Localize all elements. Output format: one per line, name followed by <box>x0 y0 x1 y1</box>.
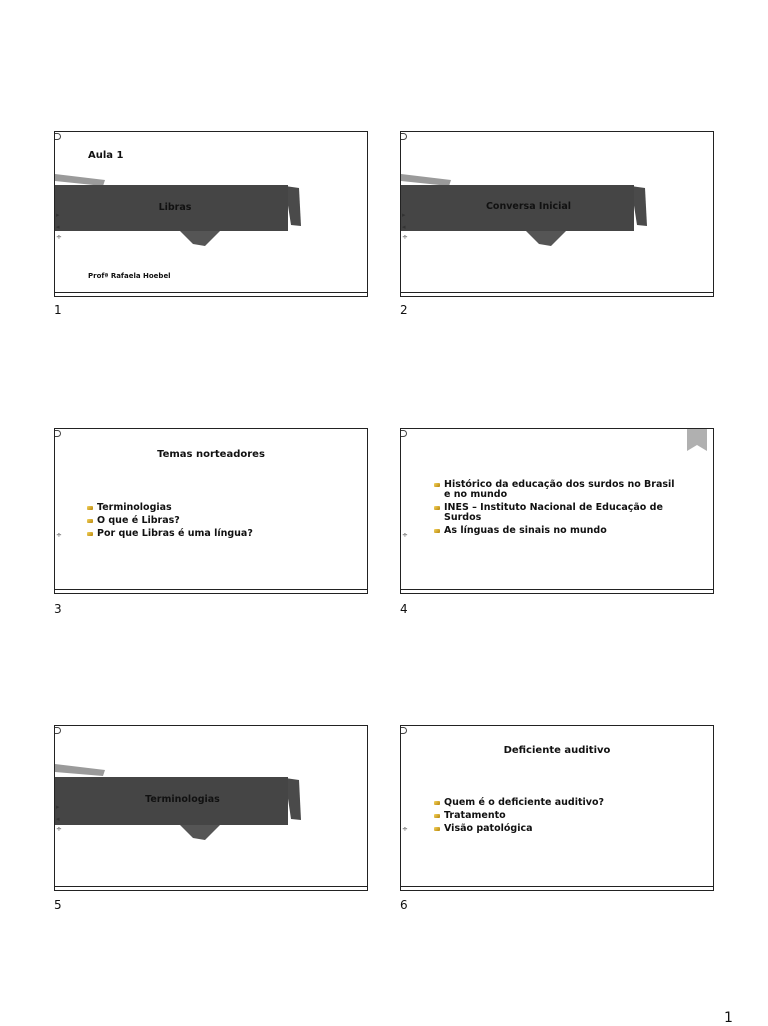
slide-2 <box>400 131 714 297</box>
corner-mark <box>55 133 61 140</box>
nav-glyph: ▸ <box>56 211 60 219</box>
list-item: O que é Libras? <box>87 516 253 526</box>
slide-baseline <box>55 292 367 293</box>
corner-mark <box>401 430 407 437</box>
slide-baseline <box>401 292 713 293</box>
nav-glyph: ÷ <box>56 825 62 833</box>
band-title: Terminologias <box>145 794 220 805</box>
corner-mark <box>401 133 407 140</box>
bookmark-icon <box>687 429 707 451</box>
list-item: Visão patológica <box>434 824 604 834</box>
bullet-list <box>434 798 604 837</box>
slide-3 <box>54 428 368 594</box>
list-item: Tratamento <box>434 811 604 821</box>
bullet-icon <box>434 814 440 818</box>
list-item: Por que Libras é uma língua? <box>87 529 253 539</box>
list-item: Quem é o deficiente auditivo? <box>434 798 604 808</box>
slide-5 <box>54 725 368 891</box>
nav-glyph: ÷ <box>56 233 62 241</box>
lesson-label: Aula 1 <box>88 150 124 161</box>
bullet-icon <box>87 532 93 536</box>
slide-baseline <box>401 886 713 887</box>
list-item: As línguas de sinais no mundo <box>434 526 684 536</box>
nav-glyph: ÷ <box>402 233 408 241</box>
author-name: Profª Rafaela Hoebel <box>88 272 171 280</box>
bullet-icon <box>87 519 93 523</box>
list-item: INES – Instituto Nacional de Educação de Surdos <box>434 503 684 523</box>
slide-number: 2 <box>400 303 408 317</box>
nav-glyph: ▸ <box>402 211 406 219</box>
nav-glyph: ◂ <box>56 223 60 231</box>
slide-number: 3 <box>54 602 62 616</box>
bullet-icon <box>434 827 440 831</box>
slide-baseline <box>55 589 367 590</box>
slide-number: 5 <box>54 898 62 912</box>
nav-glyph: ÷ <box>402 531 408 539</box>
slide-title: Deficiente auditivo <box>503 745 611 756</box>
slide-number: 6 <box>400 898 408 912</box>
bullet-icon <box>434 801 440 805</box>
band-title: Conversa Inicial <box>485 201 572 212</box>
corner-mark <box>55 727 61 734</box>
slide-4 <box>400 428 714 594</box>
slide-baseline <box>55 886 367 887</box>
bullet-list <box>434 480 684 539</box>
band-title: Libras <box>158 202 192 213</box>
bullet-icon <box>434 529 440 533</box>
bullet-icon <box>434 506 440 510</box>
corner-mark <box>401 727 407 734</box>
nav-glyph: ◂ <box>56 815 60 823</box>
list-item: Histórico da educação dos surdos no Brasil e no mundo <box>434 480 684 500</box>
bullet-icon <box>434 483 440 487</box>
slide-6 <box>400 725 714 891</box>
slide-number: 4 <box>400 602 408 616</box>
nav-glyph: ◂ <box>402 223 406 231</box>
list-item: Terminologias <box>87 503 253 513</box>
page-number: 1 <box>724 1010 733 1026</box>
slide-title: Temas norteadores <box>157 449 265 460</box>
nav-glyph: ÷ <box>402 825 408 833</box>
bullet-list <box>87 503 253 542</box>
bullet-icon <box>87 506 93 510</box>
nav-glyph: ▸ <box>56 803 60 811</box>
slide-baseline <box>401 589 713 590</box>
slide-1 <box>54 131 368 297</box>
nav-glyph: ÷ <box>56 531 62 539</box>
corner-mark <box>55 430 61 437</box>
slide-number: 1 <box>54 303 62 317</box>
